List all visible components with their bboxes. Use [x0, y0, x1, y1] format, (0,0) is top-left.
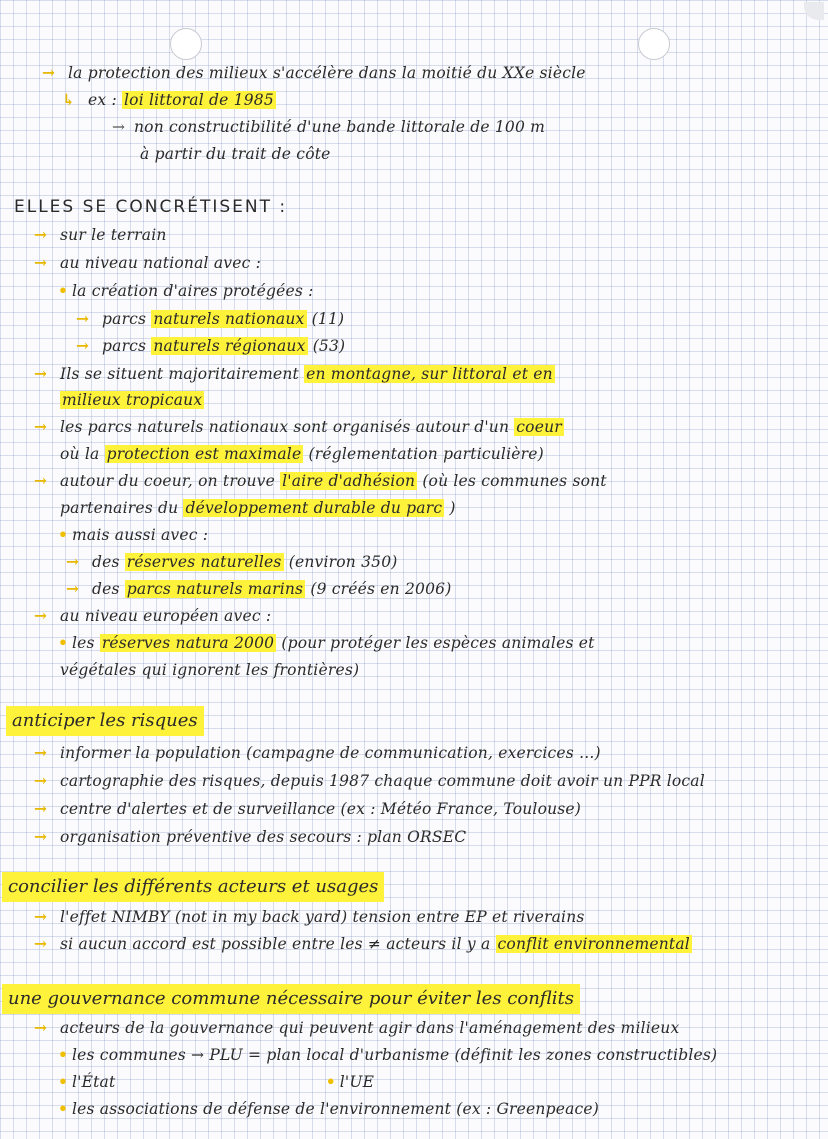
binder-hole-right	[638, 28, 670, 60]
arrow-icon: →	[66, 552, 80, 571]
note-line: → parcs naturels nationaux (11)	[0, 306, 828, 332]
note-line: partenaires du développement durable du parc )	[60, 499, 456, 517]
section-title: une gouvernance commune nécessaire pour éviter les conflits	[2, 984, 580, 1014]
page-corner	[804, 2, 824, 20]
highlight: développement durable du parc	[185, 499, 443, 517]
arrow-icon: →	[34, 771, 48, 790]
bullet-icon: •	[58, 633, 69, 652]
note-line: → parcs naturels régionaux (53)	[0, 333, 828, 359]
arrow-icon: →	[112, 118, 126, 136]
arrow-icon: →	[42, 63, 56, 82]
highlight: protection est maximale	[106, 445, 302, 463]
bullet-icon: •	[58, 281, 69, 300]
highlight: milieux tropicaux	[62, 391, 203, 409]
bullet-icon: •	[58, 1099, 69, 1118]
section-title: anticiper les risques	[6, 706, 204, 736]
note-line: → au niveau national avec :	[0, 250, 828, 276]
note-line: → cartographie des risques, depuis 1987 chaque commune doit avoir un PPR local	[0, 768, 828, 794]
note-line: → au niveau européen avec :	[0, 603, 828, 629]
highlight: parcs naturels marins	[126, 580, 304, 598]
note-line: → si aucun accord est possible entre les ≠ acteurs il y a conflit environnemental	[0, 931, 828, 957]
note-line: → l'effet NIMBY (not in my back yard) tension entre EP et riverains	[0, 904, 828, 930]
arrow-icon: →	[34, 606, 48, 625]
note-line: → les parcs naturels nationaux sont organisés autour d'un coeur	[0, 414, 828, 440]
return-arrow-icon: ↳	[62, 90, 76, 109]
bullet-icon: •	[325, 1072, 336, 1091]
note-line: → organisation préventive des secours : plan ORSEC	[0, 824, 828, 850]
arrow-icon: →	[34, 799, 48, 818]
highlight: en montagne, sur littoral et en	[306, 365, 553, 383]
note-line: → acteurs de la gouvernance qui peuvent agir dans l'aménagement des milieux	[0, 1015, 828, 1041]
bullet-icon: •	[58, 525, 69, 544]
arrow-icon: →	[34, 827, 48, 846]
note-line: • mais aussi avec :	[0, 522, 828, 548]
note-line: → informer la population (campagne de communication, exercices ...)	[0, 740, 828, 766]
highlight: naturels nationaux	[153, 310, 305, 328]
note-line: → Ils se situent majoritairement en montagne, sur littoral et en	[0, 361, 828, 387]
arrow-icon: →	[34, 364, 48, 383]
note-line: → autour du coeur, on trouve l'aire d'adhésion (où les communes sont	[0, 468, 828, 494]
arrow-icon: →	[34, 225, 48, 244]
arrow-icon: →	[34, 253, 48, 272]
highlight: réserves natura 2000	[101, 634, 275, 652]
note-line: • l'État • l'UE	[0, 1069, 828, 1095]
binder-hole-left	[170, 28, 202, 60]
note-line: végétales qui ignorent les frontières)	[60, 661, 360, 679]
arrow-icon: →	[34, 907, 48, 926]
arrow-icon: →	[34, 1018, 48, 1037]
note-line: ↳ ex : loi littoral de 1985	[0, 87, 828, 113]
note-line: • les réserves natura 2000 (pour protéger les espèces animales et	[0, 630, 828, 656]
highlight: réserves naturelles	[126, 553, 282, 571]
bullet-icon: •	[58, 1072, 69, 1091]
note-line	[0, 387, 828, 413]
arrow-icon: →	[76, 309, 90, 328]
arrow-icon: →	[76, 336, 90, 355]
highlight: coeur	[516, 418, 562, 436]
arrow-icon: →	[34, 471, 48, 490]
note-line: où la protection est maximale (réglementation particulière)	[60, 445, 544, 463]
highlight: l'aire d'adhésion	[282, 472, 416, 490]
note-line: → la protection des milieux s'accélère dans la moitié du XXe siècle	[0, 60, 828, 86]
note-line: • les associations de défense de l'environnement (ex : Greenpeace)	[0, 1096, 828, 1122]
note-line: à partir du trait de côte	[140, 145, 331, 163]
arrow-icon: →	[66, 579, 80, 598]
bullet-icon: •	[58, 1045, 69, 1064]
note-line: → sur le terrain	[0, 222, 828, 248]
section-title: ELLES SE CONCRÉTISENT :	[14, 197, 288, 217]
highlight: naturels régionaux	[153, 337, 306, 355]
note-line: → des réserves naturelles (environ 350)	[0, 549, 828, 575]
note-line: → non constructibilité d'une bande littorale de 100 m	[0, 114, 828, 140]
section-title: concilier les différents acteurs et usages	[2, 872, 384, 902]
highlight: conflit environnemental	[497, 935, 690, 953]
note-line: → des parcs naturels marins (9 créés en 2006)	[0, 576, 828, 602]
note-line: • la création d'aires protégées :	[0, 278, 828, 304]
highlight: loi littoral de 1985	[124, 91, 274, 109]
note-line: → centre d'alertes et de surveillance (ex : Météo France, Toulouse)	[0, 796, 828, 822]
note-line: • les communes → PLU = plan local d'urbanisme (définit les zones constructibles)	[0, 1042, 828, 1068]
arrow-icon: →	[34, 743, 48, 762]
arrow-icon: →	[34, 934, 48, 953]
arrow-icon: →	[34, 417, 48, 436]
